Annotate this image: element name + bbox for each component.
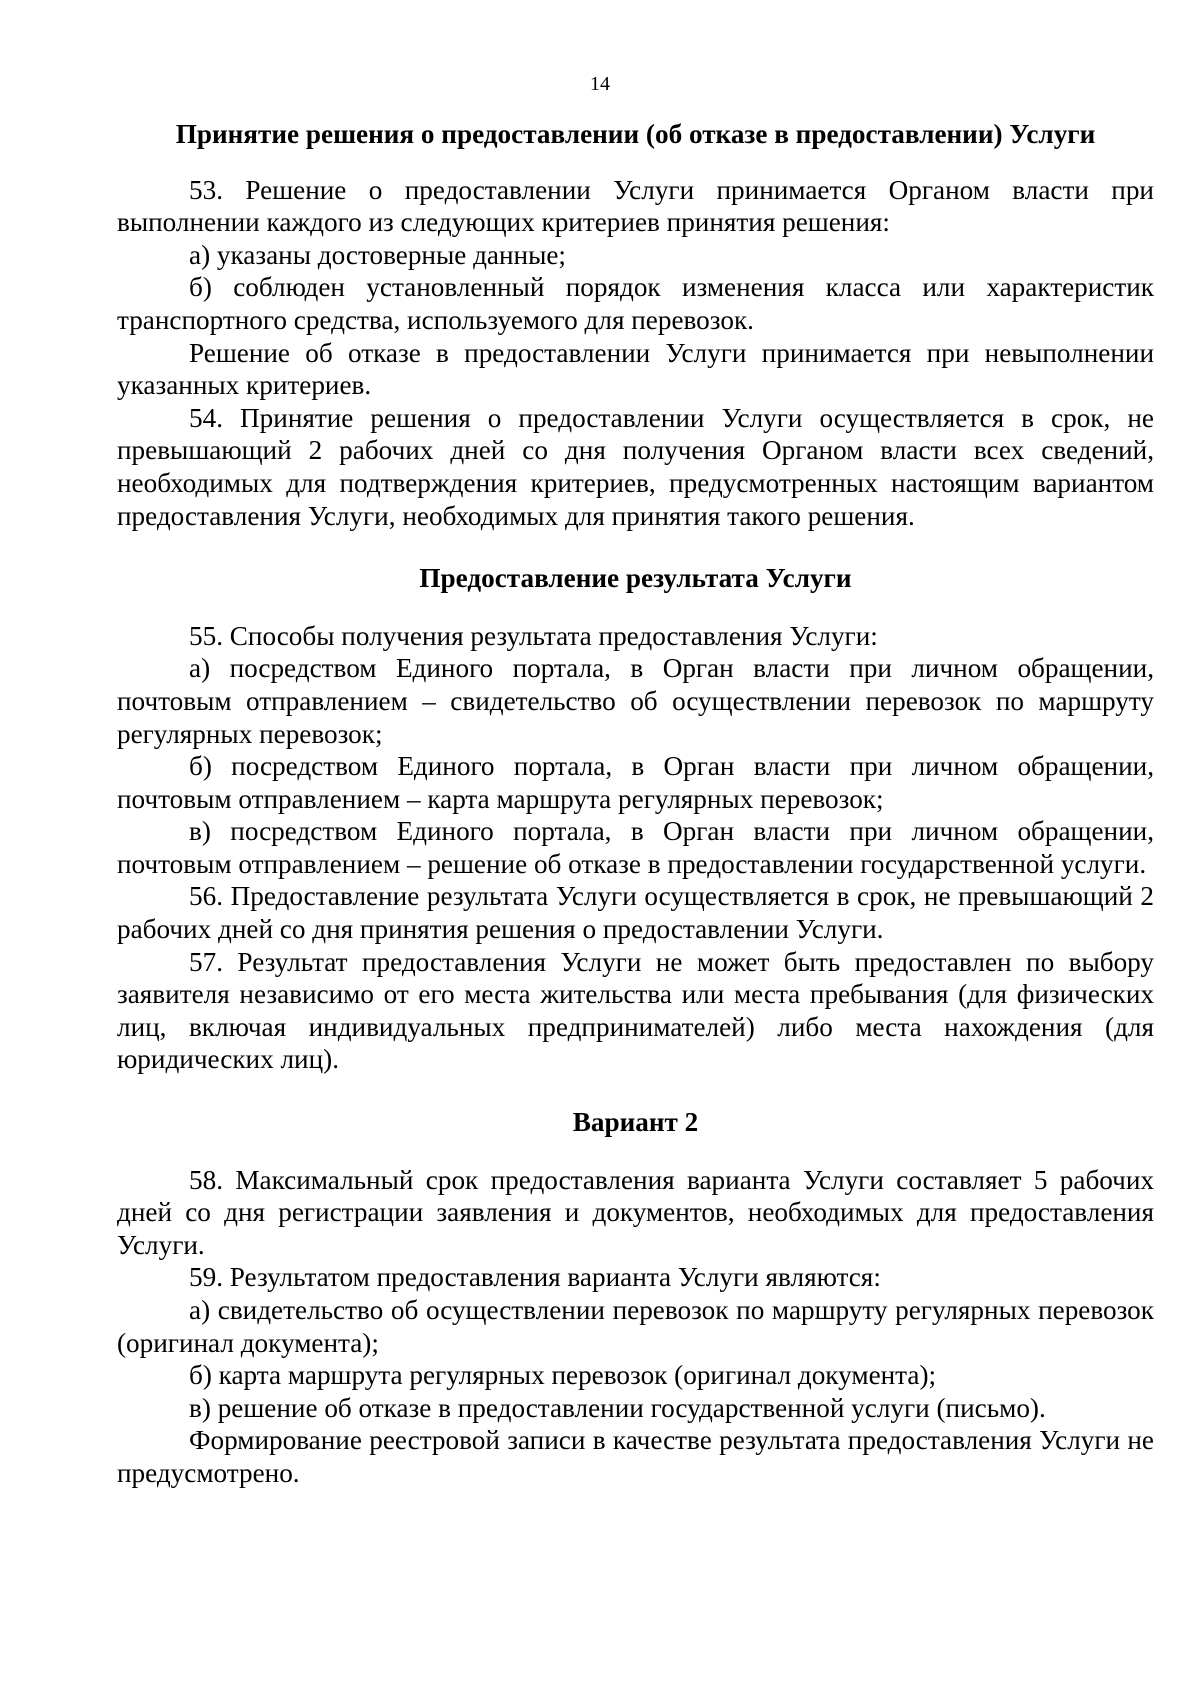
paragraph-59-c: в) решение об отказе в предоставлении государственной услуги (письмо). — [189, 1392, 1046, 1423]
section-heading-result: Предоставление результата Услуги — [419, 563, 852, 594]
paragraph-59-a: а) свидетельство об осуществлении перевозок по маршруту регулярных перевозок (оригинал документа); — [117, 1295, 1154, 1358]
paragraph-53-a: а) указаны достоверные данные; — [189, 239, 566, 270]
paragraph-56: 56. Предоставление результата Услуги осуществляется в срок, не превышающий 2 рабочих дней со дня принятия решения о предоставлении Услуги. — [117, 881, 1154, 945]
paragraph-59-registry: Формирование реестровой записи в качестве результата предоставления Услуги не предусмотрено. — [117, 1425, 1154, 1488]
paragraph-58: 58. Максимальный срок предоставления варианта Услуги составляет 5 рабочих дней со дня регистрации заявления и документов, необходимых для предоставления Услуги. — [117, 1164, 1154, 1260]
section-heading-variant-2: Вариант 2 — [572, 1107, 699, 1138]
paragraph-55-a: а) посредством Единого портала, в Орган власти при личном обращении, почтовым отправлением – свидетельство об осуществлении перевозок по маршруту регулярных перевозок; — [117, 653, 1154, 749]
paragraph-55: 55. Способы получения результата предоставления Услуги: — [189, 620, 878, 651]
paragraph-53-refusal: Решение об отказе в предоставлении Услуги принимается при невыполнении указанных критериев. — [117, 337, 1154, 401]
document-body — [117, 118, 1154, 1490]
paragraph-53: 53. Решение о предоставлении Услуги принимается Органом власти при выполнении каждого из следующих критериев принятия решения: — [117, 174, 1154, 238]
paragraph-53-b: б) соблюден установленный порядок изменения класса или характеристик транспортного средства, используемого для перевозок. — [117, 272, 1154, 335]
paragraph-55-c: в) посредством Единого портала, в Орган власти при личном обращении, почтовым отправлением – решение об отказе в предоставлении государственной услуги. — [117, 816, 1154, 879]
paragraph-54: 54. Принятие решения о предоставлении Услуги осуществляется в срок, не превышающий 2 рабочих дней со дня получения Органом власти всех сведений, необходимых для подтверждения критериев, предусмотренных настоящим вариантом предоставления Услуги, необходимых для принятия такого решения. — [117, 402, 1154, 531]
paragraph-57: 57. Результат предоставления Услуги не может быть предоставлен по выбору заявителя независимо от его места жительства или места пребывания (для физических лиц, включая индивидуальных предпринимателей) либо места нахождения (для юридических лиц). — [117, 946, 1154, 1075]
paragraph-59-b: б) карта маршрута регулярных перевозок (оригинал документа); — [189, 1360, 937, 1391]
page-number: 14 — [590, 73, 610, 95]
paragraph-55-b: б) посредством Единого портала, в Орган власти при личном обращении, почтовым отправлением – карта маршрута регулярных перевозок; — [117, 751, 1154, 814]
paragraph-59: 59. Результатом предоставления варианта Услуги являются: — [189, 1262, 881, 1293]
section-heading-decision: Принятие решения о предоставлении (об отказе в предоставлении) Услуги — [175, 119, 1096, 149]
